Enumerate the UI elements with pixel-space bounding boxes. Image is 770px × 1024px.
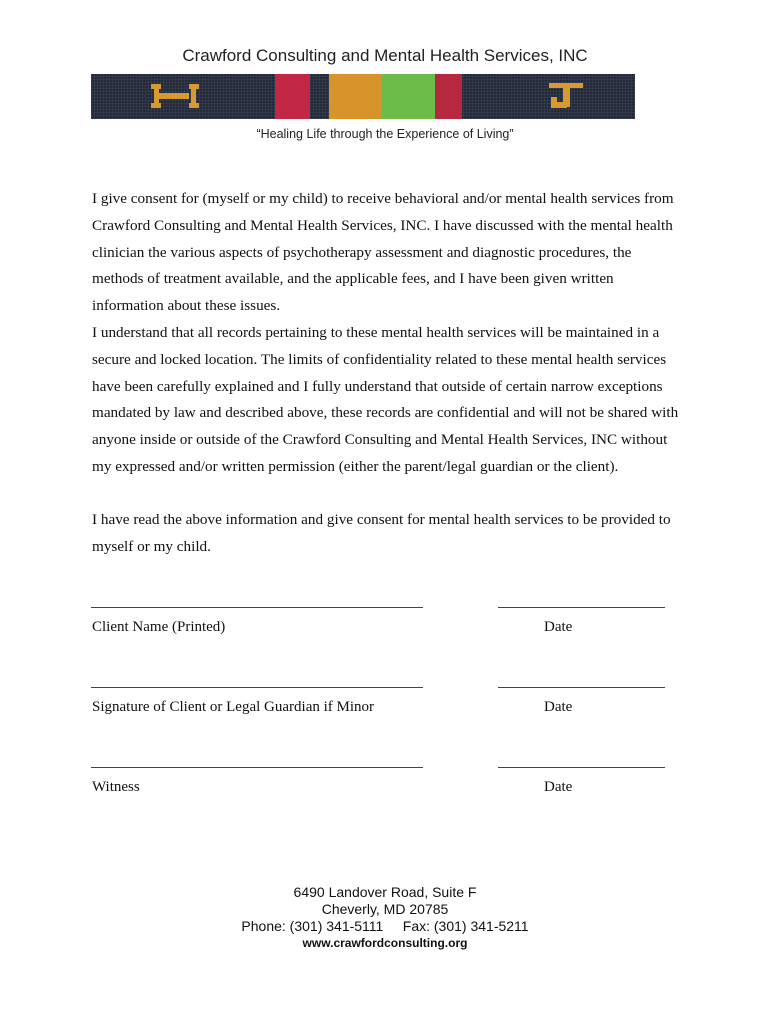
witness-line[interactable] — [91, 767, 423, 768]
banner-stripe-crimson — [435, 74, 462, 119]
client-name-line[interactable] — [91, 607, 423, 608]
consent-paragraph-1 — [92, 186, 692, 481]
client-name-date-line[interactable] — [498, 607, 665, 608]
date-label: Date — [544, 779, 573, 795]
consent-line: I understand that all records pertaining to these mental health services will be maintained in a — [92, 323, 660, 341]
logo-banner — [91, 74, 635, 119]
banner-stripe-orange — [329, 74, 382, 119]
consent-line: have been carefully explained and I fully understand that outside of certain narrow exceptions — [92, 377, 663, 395]
footer-contact — [0, 884, 770, 952]
consent-line: Crawford Consulting and Mental Health Services, INC. I have discussed with the mental health — [92, 216, 673, 234]
banner-stripe-green — [382, 74, 435, 119]
consent-line: mandated by law and described above, these records are confidential and will not be shared with — [92, 404, 679, 422]
banner-stripe-red — [275, 74, 310, 119]
website-link[interactable]: www.crawfordconsulting.org — [302, 936, 468, 950]
kente-glyph-right-icon — [547, 81, 587, 111]
organization-title: Crawford Consulting and Mental Health Services, INC — [182, 46, 588, 65]
address-line-1: 6490 Landover Road, Suite F — [293, 884, 477, 900]
signature-line[interactable] — [91, 687, 423, 688]
signature-label: Signature of Client or Legal Guardian if Minor — [92, 699, 375, 715]
consent-line: I have read the above information and give consent for mental health services to be provided to — [92, 511, 671, 528]
consent-line: my expressed and/or written permission (either the parent/legal guardian or the client). — [92, 457, 619, 475]
client-name-label: Client Name (Printed) — [92, 619, 226, 635]
consent-paragraph-2 — [92, 507, 692, 561]
address-line-2: Cheverly, MD 20785 — [321, 901, 449, 917]
witness-label: Witness — [92, 779, 140, 795]
consent-line: information about these issues. — [92, 297, 281, 315]
consent-line: I give consent for (myself or my child) to receive behavioral and/or mental health services from — [92, 190, 674, 207]
consent-line: myself or my child. — [92, 537, 211, 555]
tagline: “Healing Life through the Experience of Living” — [256, 127, 514, 141]
signature-date-line[interactable] — [498, 687, 665, 688]
witness-date-line[interactable] — [498, 767, 665, 768]
consent-line: anyone inside or outside of the Crawford Consulting and Mental Health Services, INC without — [92, 431, 668, 449]
consent-line: clinician the various aspects of psychotherapy assessment and diagnostic procedures, the — [92, 243, 632, 261]
consent-line: secure and locked location. The limits of confidentiality related to these mental health services — [92, 350, 667, 368]
consent-line: methods of treatment available, and the applicable fees, and I have been given written — [92, 270, 614, 288]
phone-fax: Phone: (301) 341-5111 Fax: (301) 341-5211 — [241, 918, 529, 934]
kente-glyph-left-icon — [149, 81, 201, 111]
date-label: Date — [544, 619, 573, 635]
date-label: Date — [544, 699, 573, 715]
